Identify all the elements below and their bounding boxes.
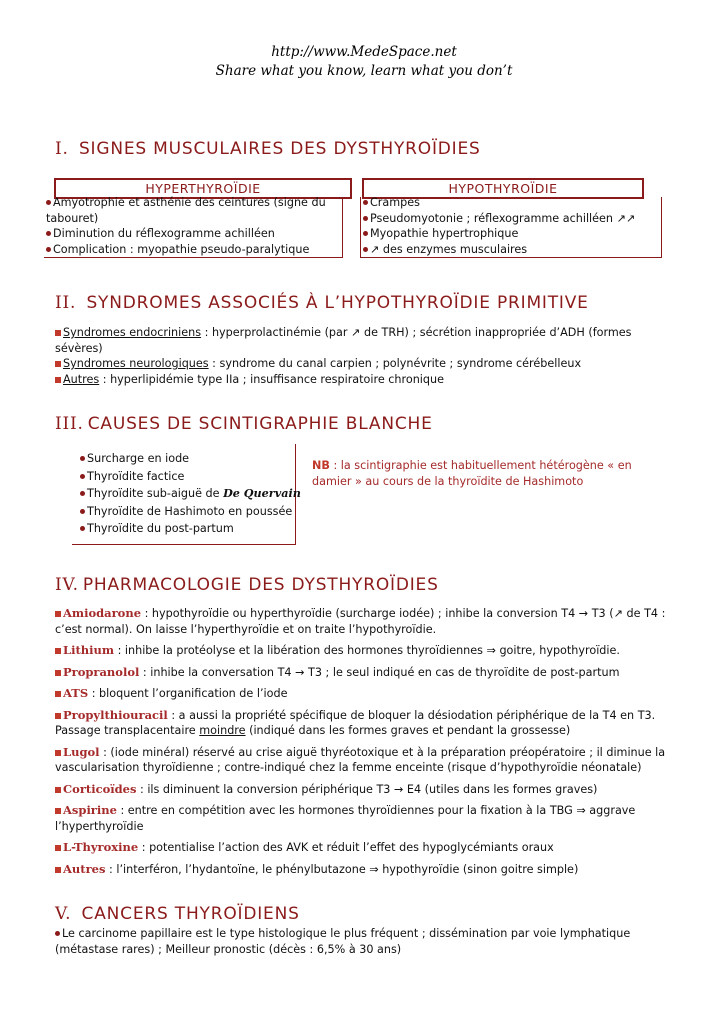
square-bullet-icon: [55, 648, 61, 654]
list-item: Myopathie hypertrophique: [363, 226, 663, 242]
bullet-icon: [363, 216, 368, 221]
bullet-icon: [80, 474, 85, 479]
list-item: Aspirine : entre en compétition avec les hormones thyroïdiennes pour la fixation à la TBG ⇒ aggrave: [55, 803, 720, 819]
nb-label: NB: [312, 459, 330, 472]
square-bullet-icon: [55, 867, 61, 873]
list-item-cont: l’hyperthyroïdie: [55, 819, 144, 833]
list-item: Thyroïdite factice: [80, 468, 310, 486]
square-bullet-icon: [55, 691, 61, 697]
bullet-icon: [363, 247, 368, 252]
square-bullet-icon: [55, 787, 61, 793]
list-item-cont: c’est normal). On laisse l’hyperthyroïdie et on traite l’hypothyroïdie.: [55, 622, 437, 636]
list-item: Autres : hyperlipidémie type IIa ; insuffisance respiratoire chronique: [55, 372, 715, 388]
scintigraphy-list: [80, 450, 310, 538]
square-bullet-icon: [55, 377, 61, 383]
list-item: Thyroïdite sub-aiguë de De Quervain: [80, 485, 310, 503]
list-item: Syndromes neurologiques : syndrome du canal carpien ; polynévrite ; syndrome cérébelleux: [55, 356, 715, 372]
header-tagline: Share what you know, learn what you don’t: [215, 63, 513, 79]
pharmacology-list: [55, 606, 720, 877]
list-item: ↗ des enzymes musculaires: [363, 242, 663, 258]
bullet-icon: [80, 456, 85, 461]
bullet-icon: [80, 526, 85, 531]
square-bullet-icon: [55, 670, 61, 676]
section-3-title: CAUSES DE SCINTIGRAPHIE BLANCHE: [87, 414, 433, 434]
list-item: Amyotrophie et asthénie des ceintures (signe du: [46, 195, 346, 211]
list-item: Thyroïdite du post-partum: [80, 520, 310, 538]
de-quervain-text: De Quervain: [223, 486, 301, 500]
list-item-cont: tabouret): [46, 211, 99, 225]
list-item: Surcharge en iode: [80, 450, 310, 468]
list-item: Pseudomyotonie ; réflexogramme achilléen ↗↗: [363, 211, 663, 227]
square-bullet-icon: [55, 713, 61, 719]
section-1-number: I.: [55, 139, 69, 159]
section-4-number: IV.: [55, 575, 79, 595]
list-item: Crampes: [363, 195, 663, 211]
section-3-heading: [55, 414, 433, 434]
hyperthyroidie-list: [46, 195, 346, 257]
bullet-icon: [80, 491, 85, 496]
hypothyroidie-list: [363, 195, 663, 257]
list-item-cont: vascularisation thyroïdienne ; contre-indiqué chez la femme enceinte (risque d’hypothyroïdie néonatale): [55, 761, 642, 774]
nb-note: NB : la scintigraphie est habituellement hétérogène « en damier » au cours de la thyroïdite de Hashimoto: [312, 459, 632, 488]
section-2-list: [55, 325, 715, 387]
list-item: Complication : myopathie pseudo-paralytique: [46, 242, 346, 258]
section-2-title: SYNDROMES ASSOCIÉS À L’HYPOTHYROÏDIE PRIMITIVE: [86, 293, 589, 313]
section-4-title: PHARMACOLOGIE DES DYSTHYROÏDIES: [82, 575, 439, 595]
header-url: http://www.MedeSpace.net: [271, 44, 457, 60]
bullet-icon: [46, 247, 51, 252]
section-2-number: II.: [55, 293, 77, 313]
bullet-icon: [363, 231, 368, 236]
square-bullet-icon: [55, 808, 61, 814]
section-2-heading: [55, 293, 589, 313]
bullet-icon: [80, 509, 85, 514]
square-bullet-icon: [55, 750, 61, 756]
list-item-cont: Passage transplacentaire moindre (indiqué dans les formes graves et pendant la grossesse): [55, 724, 571, 737]
list-item: Autres : l’interféron, l’hydantoïne, le phénylbutazone ⇒ hypothyroïdie (sinon goitre simple): [55, 862, 720, 878]
section-1-title: SIGNES MUSCULAIRES DES DYSTHYROÏDIES: [78, 139, 481, 159]
list-item: L-Thyroxine : potentialise l’action des AVK et réduit l’effet des hypoglycémiants oraux: [55, 840, 720, 856]
hypothyroidie-header: HYPOTHYROÏDIE: [362, 178, 644, 199]
list-item: Diminution du réflexogramme achilléen: [46, 226, 346, 242]
hyperthyroidie-header: HYPERTHYROÏDIE: [54, 178, 352, 199]
list-item: Propranolol : inhibe la conversation T4 → T3 ; le seul indiqué en cas de thyroïdite de post-partum: [55, 665, 720, 681]
list-item: Lugol : (iode minéral) réservé au crise aiguë thyréotoxique et à la préparation préopératoire ; il diminue la: [55, 745, 720, 761]
square-bullet-icon: [55, 330, 61, 336]
section-3-number: III.: [55, 414, 84, 434]
list-item-cont: sévères): [55, 341, 103, 355]
list-item: Syndromes endocriniens : hyperprolactinémie (par ↗ de TRH) ; sécrétion inappropriée d’ADH (formes: [55, 325, 715, 341]
paragraph-line: (métastase rares) ; Meilleur pronostic (décès : 6,5% à 30 ans): [55, 942, 402, 956]
list-item: Propylthiouracil : a aussi la propriété spécifique de bloquer la désiodation périphérique de la T4 en T3.: [55, 708, 720, 724]
paragraph-line: Le carcinome papillaire est le type histologique le plus fréquent ; dissémination par voie lymphatique: [55, 926, 720, 942]
section-1-heading: [55, 139, 481, 159]
section-5-heading: [55, 904, 300, 924]
square-bullet-icon: [55, 611, 61, 617]
square-bullet-icon: [55, 361, 61, 367]
bullet-icon: [46, 231, 51, 236]
section-4-heading: [55, 575, 439, 595]
list-item: Corticoïdes : ils diminuent la conversion périphérique T3 → E4 (utiles dans les formes graves): [55, 782, 720, 798]
section-5-text: [55, 926, 720, 957]
list-item: ATS : bloquent l’organification de l’iode: [55, 686, 720, 702]
bullet-icon: [46, 200, 51, 205]
square-bullet-icon: [55, 845, 61, 851]
section-5-number: V.: [55, 904, 72, 924]
list-item: Lithium : inhibe la protéolyse et la libération des hormones thyroïdiennes ⇒ goitre, hypothyroïdie.: [55, 643, 720, 659]
bullet-icon: [363, 200, 368, 205]
bullet-icon: [55, 931, 60, 936]
section-5-title: CANCERS THYROÏDIENS: [81, 904, 300, 924]
list-item: Amiodarone : hypothyroïdie ou hyperthyroïdie (surcharge iodée) ; inhibe la conversion T4 → T3 (↗ de T4 :: [55, 606, 720, 622]
list-item: Thyroïdite de Hashimoto en poussée: [80, 503, 310, 521]
